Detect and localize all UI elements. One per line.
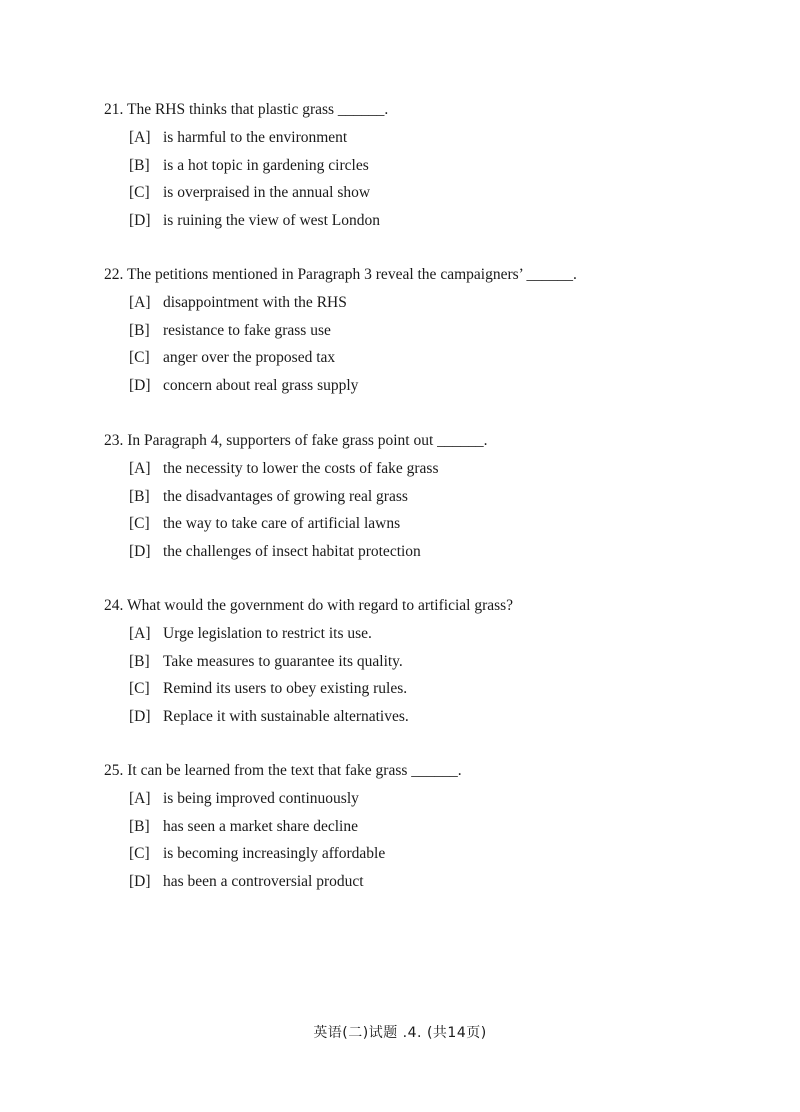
option-text: is becoming increasingly affordable [163, 845, 386, 862]
option-d [104, 210, 744, 238]
option-letter: [C] [129, 845, 150, 862]
option-text: the necessity to lower the costs of fake grass [163, 460, 439, 477]
option-text: is overpraised in the annual show [163, 184, 371, 201]
option-b [104, 155, 744, 183]
option-d [104, 706, 744, 734]
option-c [104, 182, 744, 210]
option-text: concern about real grass supply [163, 376, 359, 394]
option-letter: [C] [129, 184, 150, 201]
option-list [104, 458, 744, 568]
option-text: the disadvantages of growing real grass [163, 487, 408, 505]
page-footer: 英语(二)试题 .4. (共14页) [313, 1025, 487, 1041]
option-text: has seen a market share decline [163, 817, 358, 835]
option-a [104, 788, 744, 816]
option-list [104, 292, 744, 402]
question-22 [104, 264, 744, 402]
option-text: is harmful to the environment [163, 129, 348, 146]
option-c [104, 678, 744, 706]
option-b [104, 486, 744, 514]
option-letter: [A] [129, 625, 151, 642]
option-letter: [C] [129, 680, 150, 697]
option-text: Replace it with sustainable alternatives. [163, 707, 409, 725]
option-letter: [D] [129, 211, 151, 229]
question-stem: 23. In Paragraph 4, supporters of fake grass point out ______. [104, 432, 488, 449]
option-text: anger over the proposed tax [163, 349, 336, 366]
option-letter: [D] [129, 707, 151, 725]
option-letter: [B] [129, 487, 150, 505]
option-text: the way to take care of artificial lawns [163, 515, 401, 532]
option-letter: [A] [129, 294, 151, 311]
option-list [104, 127, 744, 237]
option-letter: [D] [129, 376, 151, 394]
option-text: Take measures to guarantee its quality. [163, 652, 403, 670]
option-text: Remind its users to obey existing rules. [163, 680, 408, 697]
option-letter: [C] [129, 515, 150, 532]
option-c [104, 347, 744, 375]
option-text: is a hot topic in gardening circles [163, 156, 369, 174]
option-a [104, 458, 744, 486]
option-list [104, 788, 744, 898]
option-b [104, 651, 744, 679]
option-text: is being improved continuously [163, 790, 359, 807]
option-text: disappointment with the RHS [163, 294, 347, 311]
option-d [104, 871, 744, 899]
option-letter: [B] [129, 321, 150, 339]
question-stem: 21. The RHS thinks that plastic grass ______. [104, 101, 389, 118]
option-a [104, 292, 744, 320]
option-a [104, 127, 744, 155]
option-letter: [A] [129, 460, 151, 477]
option-b [104, 320, 744, 348]
option-letter: [A] [129, 129, 151, 146]
option-letter: [B] [129, 652, 150, 670]
question-stem: 25. It can be learned from the text that fake grass ______. [104, 762, 462, 779]
option-c [104, 843, 744, 871]
question-stem: 24. What would the government do with regard to artificial grass? [104, 597, 514, 614]
option-letter: [D] [129, 872, 151, 890]
option-letter: [D] [129, 542, 151, 560]
question-21 [104, 99, 744, 237]
option-letter: [B] [129, 156, 150, 174]
option-a [104, 623, 744, 651]
question-25 [104, 760, 744, 898]
option-text: resistance to fake grass use [163, 321, 331, 339]
option-c [104, 513, 744, 541]
option-letter: [C] [129, 349, 150, 366]
option-text: Urge legislation to restrict its use. [163, 625, 372, 642]
option-d [104, 541, 744, 569]
option-letter: [B] [129, 817, 150, 835]
option-text: is ruining the view of west London [163, 211, 380, 229]
question-24 [104, 595, 744, 733]
option-b [104, 816, 744, 844]
option-text: the challenges of insect habitat protection [163, 542, 421, 560]
option-text: has been a controversial product [163, 872, 364, 890]
question-stem: 22. The petitions mentioned in Paragraph 3 reveal the campaigners’ ______. [104, 266, 577, 283]
question-23 [104, 430, 744, 568]
option-list [104, 623, 744, 733]
option-letter: [A] [129, 790, 151, 807]
option-d [104, 375, 744, 403]
